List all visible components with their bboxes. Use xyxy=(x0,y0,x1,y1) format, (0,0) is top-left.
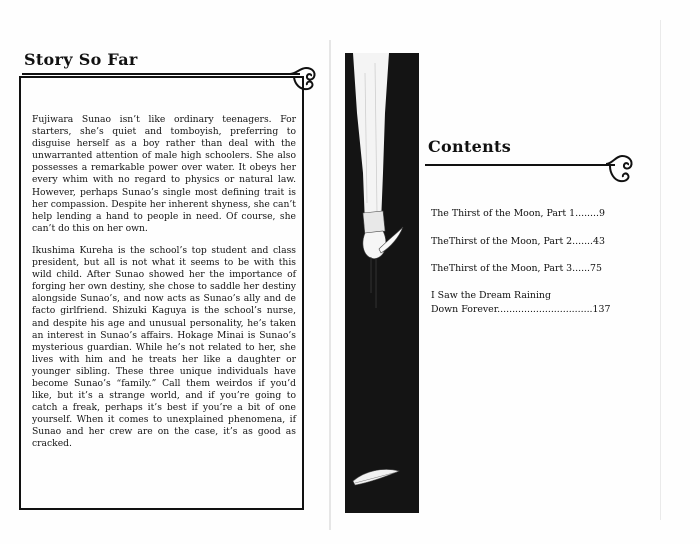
toc-entry-dream-line-1[interactable] xyxy=(431,290,551,301)
story-body xyxy=(32,114,296,461)
toc-label: Down Forever xyxy=(431,304,498,315)
illustration-figure-with-feather xyxy=(345,53,419,513)
toc-leader: ....... xyxy=(572,236,594,247)
toc-label: I Saw the Dream Raining xyxy=(431,290,551,301)
book-spine xyxy=(329,40,331,530)
toc-label: TheThirst of the Moon, Part 3 xyxy=(431,263,573,274)
toc-entry-part-3[interactable] xyxy=(431,263,602,274)
contents-heading-rule xyxy=(425,164,615,166)
toc-entry-part-1[interactable] xyxy=(431,208,605,219)
story-paragraph: Fujiwara Sunao isn’t like ordinary teenagers. For starters, she’s quiet and tomboyish, preferring to disguise herself as a boy rather than deal with the unwarranted attention of male high schoolers. She also possesses a remarkable power over water. It obeys her every whim with no regard to physics or natural law. However, perhaps Sunao’s single most defining trait is her compassion. Despite her inherent shyness, she can’t help lending a hand to people in need. Of course, she can’t do this on her own. xyxy=(32,114,296,234)
toc-label: The Thirst of the Moon, Part 1 xyxy=(431,208,576,219)
toc-entry-part-2[interactable] xyxy=(431,236,605,247)
page-edge xyxy=(660,20,661,520)
toc-page-number: 75 xyxy=(590,263,602,274)
toc-page-number: 137 xyxy=(592,304,611,315)
toc-label: TheThirst of the Moon, Part 2 xyxy=(431,236,573,247)
toc-entry-dream-line-2[interactable] xyxy=(431,304,610,315)
toc-page-number: 9 xyxy=(598,208,605,219)
toc-leader: ................................ xyxy=(497,304,593,315)
story-heading-rule xyxy=(22,73,300,75)
contents-swirl-ornament xyxy=(604,150,638,188)
story-paragraph: Ikushima Kureha is the school’s top student and class president, but all is not what it seems to be with this wild child. After Sunao showed her the importance of forging her own destiny, she chose to saddle her destiny alongside Sunao’s, and now acts as Sunao’s ally and de facto girlfriend. Shizuki Kaguya is the school’s nurse, and despite his age and unusual personality, he’s taken an interest in Sunao’s affairs. Hokage Minai is Sunao’s mysterious guardian. While he’s not related to her, she lives with him and he treats her like a daughter or younger sibling. These three unique individuals have become Sunao’s “family.” Call them weirdos if you’d like, but it’s a strange world, and if you’re going to catch a freak, perhaps it’s best if you’re a bit of one yourself. When it comes to unexplained phenomena, if Sunao and her crew are on the case, it’s as good as cracked. xyxy=(32,244,296,450)
story-so-far-heading: Story So Far xyxy=(24,50,138,69)
toc-leader: ...... xyxy=(572,263,591,274)
toc-leader: ........ xyxy=(575,208,599,219)
contents-heading: Contents xyxy=(428,137,512,156)
toc-page-number: 43 xyxy=(593,236,605,247)
